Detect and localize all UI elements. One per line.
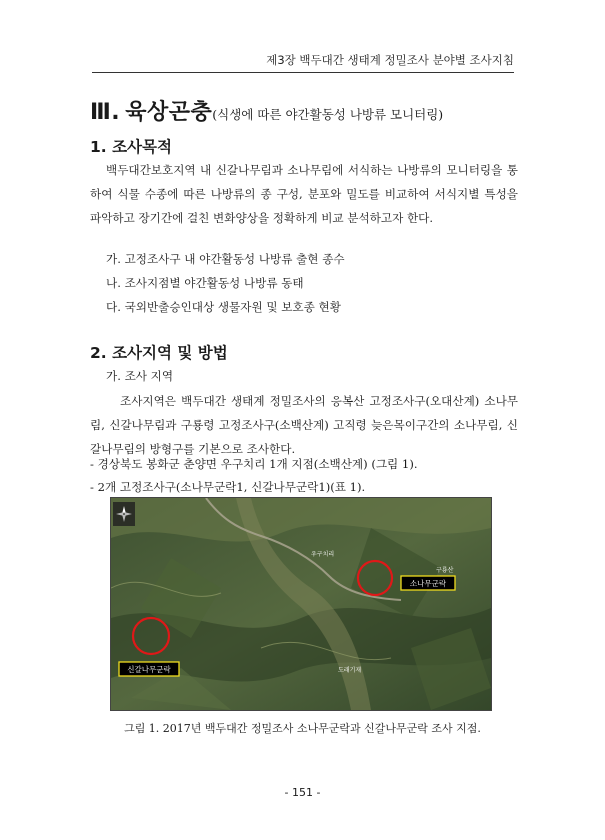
area-text: 조사지역은 백두대간 생태계 정밀조사의 응복산 고정조사구(오대산계) 소나무림, 신갈나무림과 구룡령 고정조사구(소백산계) 고직령 늦은목이구간의 소나무림, 신갈나무림의 방형구를 기본으로 조사한다. [90, 394, 518, 456]
map-label-pine: 소나무군락 [409, 579, 447, 588]
satellite-map-image [111, 498, 491, 710]
compass-icon [113, 502, 135, 526]
area-bullet: - 경상북도 봉화군 춘양면 우구치리 1개 지점(소백산계) (그림 1). [90, 457, 418, 471]
section-subtitle: (식생에 따른 야간활동성 나방류 모니터링) [212, 107, 444, 122]
purpose-paragraph [90, 158, 518, 230]
map-label-oak: 신갈나무군락 [127, 665, 171, 674]
map-label-peak: 구룡산 [436, 567, 454, 574]
satellite-map [110, 497, 492, 711]
purpose-item: 가. 고정조사구 내 야간활동성 나방류 출현 종수 [106, 252, 345, 266]
running-header: 제3장 백두대간 생태계 정밀조사 분야별 조사지침 [266, 53, 514, 67]
map-label-pass: 도래기재 [338, 667, 362, 674]
heading-area-method: 2. 조사지역 및 방법 [90, 344, 228, 362]
area-bullet: - 2개 고정조사구(소나무군락1, 신갈나무군락1)(표 1). [90, 480, 366, 494]
section-title [90, 95, 443, 126]
heading-purpose: 1. 조사목적 [90, 138, 172, 156]
map-label-village: 우구치리 [311, 551, 335, 558]
purpose-item: 다. 국외반출승인대상 생물자원 및 보호종 현황 [106, 300, 341, 314]
section-number: Ⅲ. [90, 100, 121, 125]
area-paragraph [90, 389, 518, 461]
purpose-item: 나. 조사지점별 야간활동성 나방류 동태 [106, 276, 304, 290]
figure-caption: 그림 1. 2017년 백두대간 정밀조사 소나무군락과 신갈나무군락 조사 지점. [124, 722, 481, 735]
header-rule [92, 72, 514, 73]
section-title-text: 육상곤충 [125, 100, 213, 125]
subheading-area: 가. 조사 지역 [106, 369, 174, 383]
purpose-text: 백두대간보호지역 내 신갈나무림과 소나무림에 서식하는 나방류의 모니터링을 통하여 식물 수종에 따른 나방류의 종 구성, 분포와 밀도를 비교하여 서식지별 특성을 파악하고 장기간에 걸친 변화양상을 정확하게 비교 분석하고자 한다. [90, 163, 518, 225]
page-number: - 151 - [284, 786, 321, 799]
